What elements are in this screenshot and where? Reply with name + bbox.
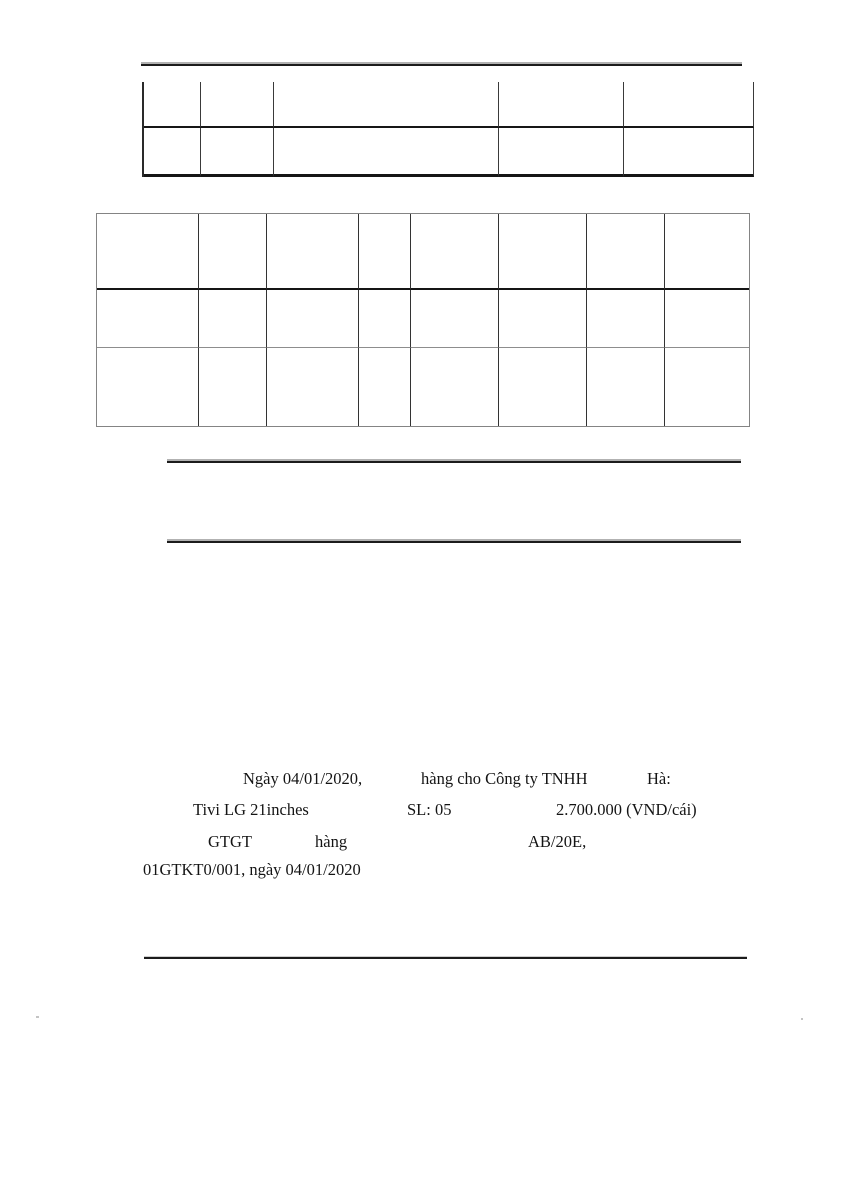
text-segment-serial: AB/20E, — [528, 832, 587, 851]
table-cell — [97, 214, 199, 290]
table-cell — [665, 214, 749, 290]
text-segment-hang: hàng — [315, 832, 348, 851]
text-segment-product: Tivi LG 21inches — [193, 800, 309, 819]
table-cell — [199, 214, 267, 290]
table-cell — [199, 348, 267, 426]
table-cell — [359, 348, 411, 426]
separator-line-a — [167, 461, 741, 463]
table-cell — [267, 348, 359, 426]
scan-artifact-left — [36, 1016, 39, 1018]
table-cell — [274, 82, 499, 128]
table-cell — [274, 128, 499, 177]
separator-line-bottom — [144, 957, 747, 959]
table-cell — [499, 82, 624, 128]
table-cell — [499, 214, 587, 290]
table-cell — [97, 348, 199, 426]
table-cell — [499, 348, 587, 426]
table-cell — [267, 290, 359, 348]
text-segment-invoice-number: 01GTKT0/001, ngày 04/01/2020 — [143, 860, 361, 879]
table-cell — [144, 82, 201, 128]
text-segment-company: hàng cho Công ty TNHH — [421, 769, 588, 788]
table-cell — [499, 290, 587, 348]
text-segment-gtgt: GTGT — [208, 832, 252, 851]
scan-artifact-right — [801, 1018, 803, 1020]
table-cell — [665, 290, 749, 348]
table-cell — [359, 214, 411, 290]
table-cell — [201, 82, 274, 128]
table-cell — [267, 214, 359, 290]
table-cell — [624, 128, 754, 177]
separator-line-b — [167, 541, 741, 543]
table-cell — [411, 290, 499, 348]
table-cell — [144, 128, 201, 177]
upper-table — [142, 82, 754, 177]
table-cell — [665, 348, 749, 426]
table-cell — [359, 290, 411, 348]
table-cell — [587, 290, 665, 348]
table-cell — [587, 214, 665, 290]
text-segment-date: Ngày 04/01/2020, — [243, 769, 363, 788]
table-cell — [97, 290, 199, 348]
table-cell — [199, 290, 267, 348]
text-segment-ha: Hà: — [647, 769, 671, 788]
table-cell — [499, 128, 624, 177]
separator-line-top — [141, 64, 742, 66]
main-table — [96, 213, 750, 427]
table-cell — [587, 348, 665, 426]
table-cell — [411, 214, 499, 290]
text-segment-price: 2.700.000 (VND/cái) — [556, 800, 697, 819]
text-segment-quantity: SL: 05 — [407, 800, 452, 819]
table-cell — [624, 82, 754, 128]
table-cell — [201, 128, 274, 177]
table-cell — [411, 348, 499, 426]
